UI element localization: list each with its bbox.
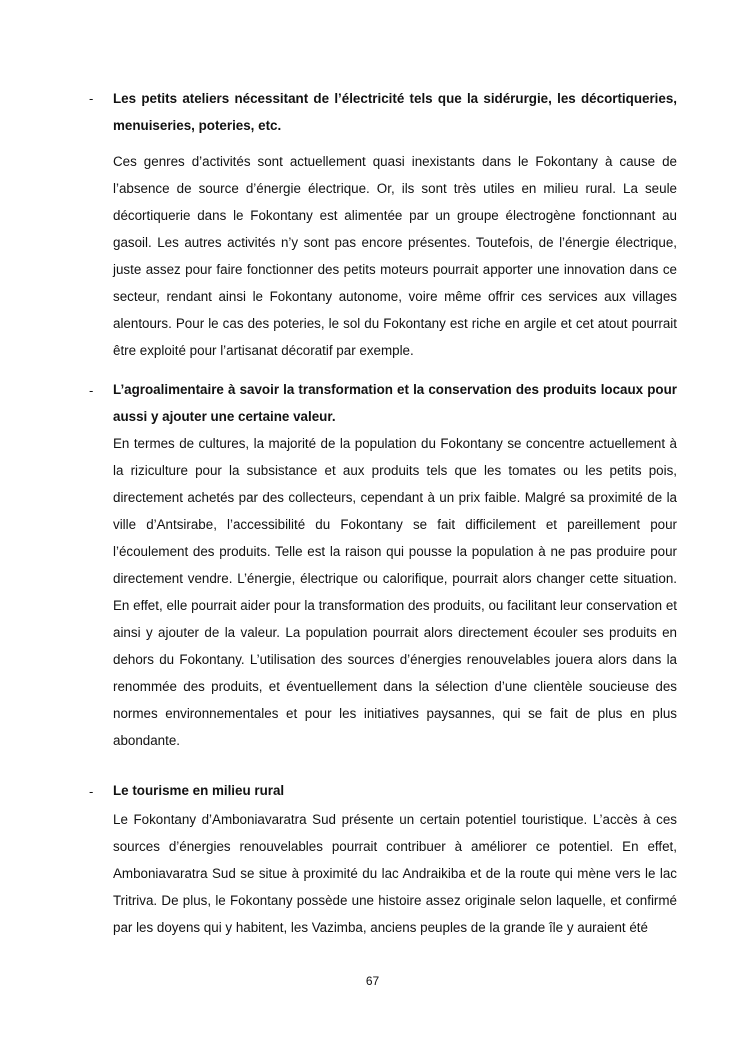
section-heading-agrifood: L’agroalimentaire à savoir la transformation et la conservation des produits locaux pour aussi y ajouter une certaine valeur. [113, 382, 677, 424]
section-heading-workshops: Les petits ateliers nécessitant de l’électricité tels que la sidérurgie, les décortiqueries, menuiseries, poteries, etc. [113, 91, 677, 133]
page-number: 67 [365, 974, 380, 988]
section-body-workshops: Ces genres d’activités sont actuellement quasi inexistants dans le Fokontany à cause de l’absence de source d’énergie électrique. Or, ils sont très utiles en milieu rural. La seule décortiquerie dans le Fokontany est alimentée par un groupe électrogène fonctionnant au gasoil. Les autres activités n’y sont pas encore présentes. Toutefois, de l’énergie électrique, juste assez pour faire fonctionner des petits moteurs pourrait apporter une innovation dans ce secteur, rendant ainsi le Fokontany autonome, voire même offrir ces services aux villages alentours. Pour le cas des poteries, le sol du Fokontany est riche en argile et cet atout pourrait être exploité pour l’artisanat décoratif par exemple. [113, 154, 677, 358]
bullet-dash-1: - [89, 91, 94, 106]
bullet-dash-2: - [89, 383, 94, 398]
bullet-dash-3: - [89, 784, 94, 799]
section-body-agrifood: En termes de cultures, la majorité de la population du Fokontany se concentre actuellement à la riziculture pour la subsistance et aux produits tels que les tomates ou les petits pois, directement achetés par des collecteurs, cependant à un prix faible. Malgré sa proximité de la ville d’Antsirabe, l’accessibilité du Fokontany se fait difficilement et pareillement pour l’écoulement des produits. Telle est la raison qui pousse la population à ne pas produire pour directement vendre. L’énergie, électrique ou calorifique, pourrait alors changer cette situation. En effet, elle pourrait aider pour la transformation des produits, ou facilitant leur conservation et ainsi y ajouter de la valeur. La population pourrait alors directement écouler ses produits en dehors du Fokontany. L’utilisation des sources d’énergies renouvelables jouera alors dans la renommée des produits, et éventuellement dans la sélection d’une clientèle soucieuse des normes environnementales et pour les initiatives paysannes, qui se fait de plus en plus abondante. [113, 436, 677, 748]
section-heading-tourism: Le tourisme en milieu rural [113, 783, 285, 798]
section-body-tourism: Le Fokontany d’Amboniavaratra Sud présente un certain potentiel touristique. L’accès à ces sources d’énergies renouvelables pourrait contribuer à améliorer ce potentiel. En effet, Amboniavaratra Sud se situe à proximité du lac Andraikiba et de la route qui mène vers le lac Tritriva. De plus, le Fokontany possède une histoire assez originale selon laquelle, et confirmé par les doyens qui y habitent, les Vazimba, anciens peuples de la grande île y auraient été [113, 812, 677, 935]
